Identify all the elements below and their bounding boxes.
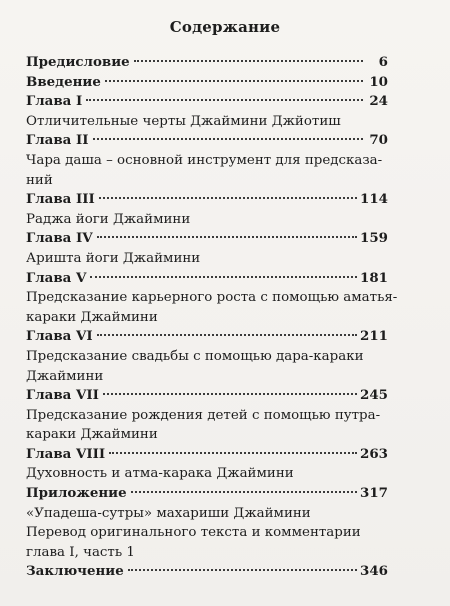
toc-page-number: 10 bbox=[369, 73, 388, 90]
dot-leader bbox=[109, 452, 357, 454]
toc-page-number: 6 bbox=[378, 54, 388, 70]
toc-entry-label: Заключение bbox=[26, 563, 124, 580]
toc-entry-label: Глава III bbox=[26, 191, 95, 208]
toc-page-number: 114 bbox=[360, 191, 388, 208]
toc-subtitle: «Упадеша-сутры» махариши Джаймини bbox=[26, 505, 311, 521]
toc-subtitle: Духовность и атма-карака Джаймини bbox=[26, 466, 294, 482]
toc-entry bbox=[26, 445, 388, 465]
dot-leader bbox=[90, 276, 357, 278]
dot-leader bbox=[97, 334, 357, 336]
toc-entry-label: Введение bbox=[26, 73, 101, 90]
dot-leader bbox=[105, 80, 363, 82]
toc-entry bbox=[26, 229, 388, 249]
toc-subtitle: караки Джаймини bbox=[26, 309, 158, 325]
toc-subtitle: Аришта йоги Джаймини bbox=[26, 250, 201, 266]
toc-entry bbox=[26, 562, 388, 582]
page-title: Содержание bbox=[169, 18, 281, 36]
toc-subtitle: глава I, часть 1 bbox=[26, 544, 135, 560]
toc-entry-label: Глава V bbox=[26, 269, 87, 286]
dot-leader bbox=[93, 138, 363, 140]
toc-entry bbox=[26, 92, 388, 112]
toc-page-number: 245 bbox=[360, 387, 388, 404]
dot-leader bbox=[86, 99, 363, 101]
toc-entry-label: Приложение bbox=[26, 485, 127, 502]
toc-entry bbox=[26, 131, 388, 151]
toc-entry-label: Глава VII bbox=[26, 387, 99, 404]
toc-entry bbox=[26, 73, 388, 93]
toc-entry-label: Глава IV bbox=[26, 230, 93, 247]
toc-subtitle: Раджа йоги Джаймини bbox=[26, 211, 191, 227]
dot-leader bbox=[131, 491, 357, 493]
toc-subtitle: караки Джаймини bbox=[26, 427, 158, 443]
toc-subtitle: Предсказание свадьбы с помощью дара-караки bbox=[26, 348, 364, 364]
dot-leader bbox=[97, 236, 357, 238]
toc-entry-label: Глава I bbox=[26, 93, 83, 110]
toc-entry bbox=[26, 484, 388, 504]
toc-entry bbox=[26, 386, 388, 406]
dot-leader bbox=[103, 393, 357, 395]
toc-subtitle: Перевод оригинального текста и комментарии bbox=[26, 525, 361, 541]
toc-entry bbox=[26, 190, 388, 210]
toc-subtitle: Чара даша – основной инструмент для предсказа- bbox=[26, 152, 383, 168]
toc-subtitle: Предсказание карьерного роста с помощью аматья- bbox=[26, 290, 398, 306]
dot-leader bbox=[134, 60, 363, 62]
toc-entry bbox=[26, 269, 388, 289]
toc-entry-label: Предисловие bbox=[26, 54, 130, 70]
toc-entry-label: Глава VIII bbox=[26, 445, 106, 462]
toc-page-number: 181 bbox=[360, 269, 388, 286]
toc-page-number: 211 bbox=[360, 328, 388, 345]
toc-subtitle: Предсказание рождения детей с помощью путра- bbox=[26, 407, 381, 423]
toc-page-number: 24 bbox=[369, 93, 388, 110]
dot-leader bbox=[99, 197, 357, 199]
toc-entry bbox=[26, 53, 388, 73]
toc-entry-label: Глава VI bbox=[26, 328, 93, 345]
toc-page-number: 263 bbox=[360, 445, 388, 462]
toc-entry bbox=[26, 327, 388, 347]
toc-page-number: 346 bbox=[360, 563, 388, 580]
dot-leader bbox=[128, 569, 357, 571]
toc-subtitle: Джаймини bbox=[26, 368, 104, 384]
toc-subtitle: ний bbox=[26, 172, 53, 188]
toc-entry-label: Глава II bbox=[26, 132, 89, 149]
table-of-contents bbox=[26, 53, 398, 582]
toc-subtitle: Отличительные черты Джаймини Джйотиш bbox=[26, 113, 341, 129]
toc-page-number: 70 bbox=[369, 132, 388, 149]
toc-page-number: 317 bbox=[360, 485, 388, 502]
toc-page-number: 159 bbox=[360, 230, 388, 247]
